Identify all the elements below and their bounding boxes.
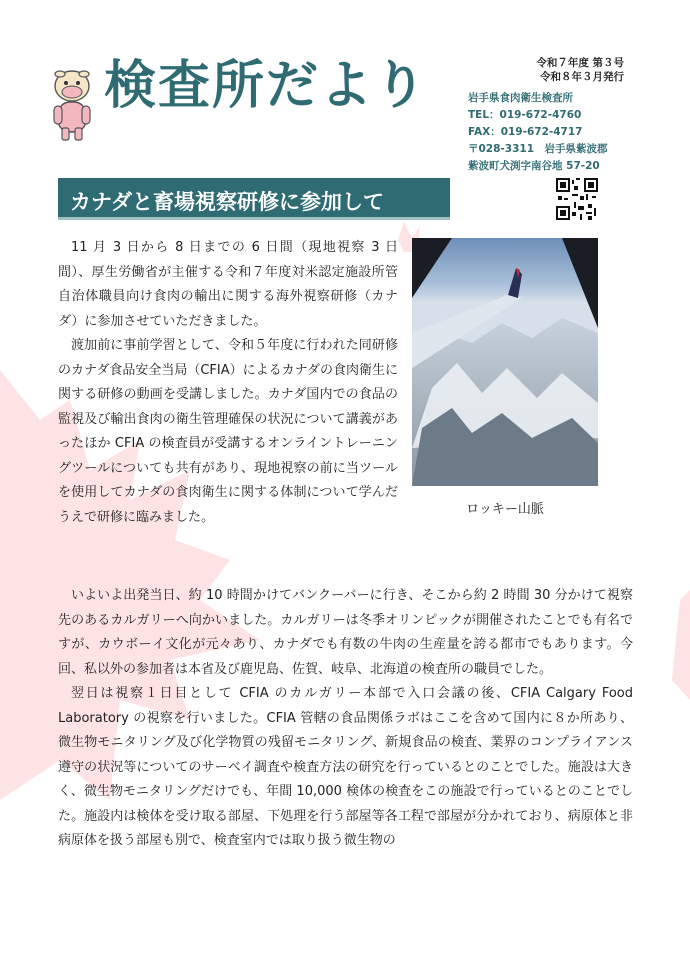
paragraph-3: いよいよ出発当日、約 10 時間かけてバンクーバーに行き、そこから約 2 時間 30 分かけて視察先のあるカルガリーへ向かいました。カルガリーは冬季オリンピックが開催されたことでも有名ですが、カウボーイ文化が元々あり、カナダでも有数の牛肉の生産量を誇る都市でもあります。今回、私以外の参加者は本省及び鹿児島、佐賀、岐阜、北海道の検査所の職員でした。 <box>58 588 633 677</box>
org-address-line1: 〒028-3311 岩手県紫波郡 <box>468 143 608 155</box>
section-heading: カナダと畜場視察研修に参加して <box>58 178 450 220</box>
maple-leaf-bottom-icon <box>672 590 690 700</box>
article-full-width-text <box>58 584 633 854</box>
org-fax: FAX：019-672-4717 <box>468 126 583 138</box>
paragraph-2: 渡加前に事前学習として、令和５年度に行われた同研修のカナダ食品安全当局（CFIA）によるカナダの食肉衛生に関する研修の動画を受講しました。カナダ国内での食品の監視及び輸出食肉の衛生管理確保の状況について講義があったほか CFIA の検査員が受講するオンライントレーニングツールについても共有があり、現地視察の前に当ツールを使用してカナダの食肉衛生に関する体制について学んだうえで研修に臨みました。 <box>58 338 398 525</box>
organization-info <box>468 90 608 175</box>
issue-date: 令和８年３月発行 <box>540 71 624 83</box>
paragraph-1: 11 月 3 日から 8 日までの 6 日間（現地視察 3 日間）、厚生労働省が主催する令和７年度対米認定施設所管自治体職員向け食肉の輸出に関する海外視察研修（カナダ）に参加させていただきました。 <box>58 240 398 329</box>
org-name: 岩手県食肉衛生検査所 <box>468 92 573 104</box>
issue-info <box>536 56 624 84</box>
cow-mascot-icon <box>46 64 98 142</box>
paragraph-4: 翌日は視察１日目として CFIA のカルガリー本部で入口会議の後、CFIA Calgary Food Laboratory の視察を行いました。CFIA 管轄の食品関係ラボはここを含めて国内に８か所あり、微生物モニタリング及び化学物質の残留モニタリング、新規食品の検査、業界のコンプライアンス遵守の状況等についてのサーベイ調査や検査方法の研究を行っているとのことでした。施設は大きく、微生物モニタリングだけでも、年間 10,000 検体の検査をこの施設で行っているとのことでした。施設内は検体を受け取る部屋、下処理を行う部屋等各工程で部屋が分かれており、病原体と非病原体を扱う部屋も別で、検査室内では取り扱う微生物の <box>58 686 633 848</box>
photo-caption: ロッキー山脈 <box>466 502 544 517</box>
rocky-mountains-photo <box>412 238 598 486</box>
article-column-text <box>58 236 398 530</box>
newsletter-title: 検査所だより <box>104 56 429 116</box>
org-tel: TEL：019-672-4760 <box>468 109 582 121</box>
issue-number: 令和７年度 第３号 <box>536 57 624 69</box>
org-address-line2: 紫波町犬渕字南谷地 57-20 <box>468 160 600 172</box>
qr-code-icon[interactable] <box>556 178 598 220</box>
